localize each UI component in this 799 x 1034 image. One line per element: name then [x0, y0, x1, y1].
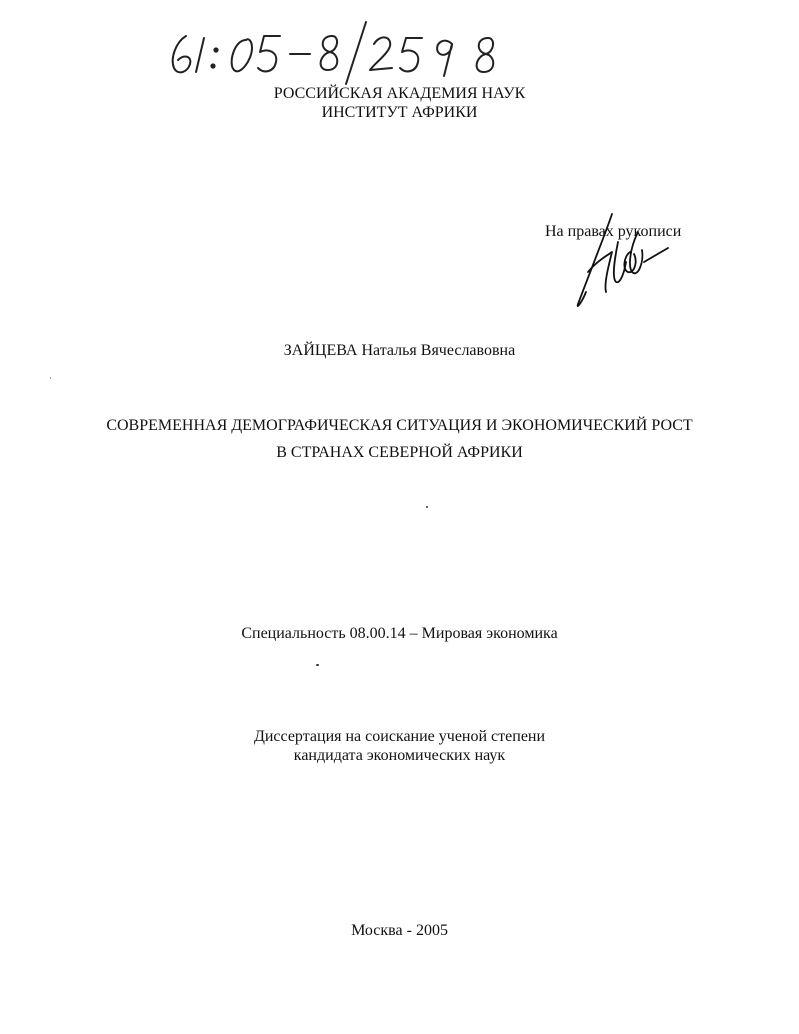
institute-name: ИНСТИТУТ АФРИКИ [321, 104, 478, 121]
city-year: Москва - 2005 [351, 922, 448, 939]
manuscript-rights-note: На правах рукописи [545, 223, 682, 240]
author-name: ЗАЙЦЕВА Наталья Вячеславовна [283, 342, 516, 359]
organization-name: РОССИЙСКАЯ АКАДЕМИЯ НАУК [273, 85, 526, 102]
scan-speck [426, 506, 428, 508]
signature [568, 212, 678, 312]
degree-line-2: кандидата экономических наук [293, 747, 506, 764]
handwritten-catalog-code [160, 14, 520, 86]
scan-speck [50, 377, 51, 379]
dissertation-title-line-1: СОВРЕМЕННАЯ ДЕМОГРАФИЧЕСКАЯ СИТУАЦИЯ И ЭКОНОМИЧЕСКИЙ РОСТ [106, 417, 693, 434]
handwritten-code-text: 61: 05-8/2598 [160, 84, 166, 85]
degree-line-1: Диссертация на соискание ученой степени [253, 728, 546, 745]
dissertation-title-line-2: В СТРАНАХ СЕВЕРНОЙ АФРИКИ [276, 444, 523, 461]
scan-speck [316, 664, 319, 666]
specialty-line: Специальность 08.00.14 – Мировая экономика [241, 625, 558, 642]
